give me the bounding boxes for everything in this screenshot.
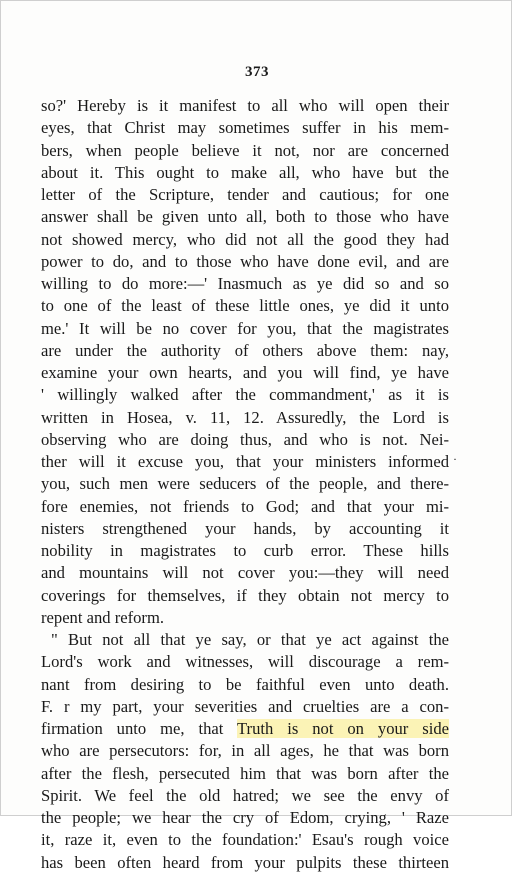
text-line: the people; we hear the cry of Edom, crying, ' Raze [41, 808, 449, 827]
text-line: ther will it excuse you, that your ministers informed [41, 452, 449, 471]
text-line: it, raze it, even to the foundation:' Esau's rough voice [41, 830, 449, 850]
text-line: so?' Hereby is it manifest to all who will open their [41, 96, 449, 115]
text-line: F. r my part, your severities and cruelties are a con- [41, 696, 449, 716]
text-line: bers, when people believe it not, nor are concerned [41, 140, 449, 160]
text-line: me.' It will be no cover for you, that the magistrates [41, 318, 449, 338]
highlighted-line: firmation unto me, that Truth is not on your side [41, 719, 449, 738]
stray-mark: · [453, 452, 457, 466]
text-line: has been often heard from your pulpits these thirteen [41, 852, 449, 872]
text-line: written in Hosea, v. 11, 12. Assuredly, the Lord is [41, 407, 449, 427]
text-line: Spirit. We feel the old hatred; we see the envy of [41, 785, 449, 805]
text-line: nobility in magistrates to curb error. These hills [41, 541, 449, 560]
text-line: willing to do more:—' Inasmuch as ye did so and so [41, 274, 449, 293]
text-line: ' willingly walked after the commandment,' as it is [41, 385, 449, 405]
text-line: Lord's work and witnesses, will discourage a rem- [41, 652, 449, 672]
text-line: letter of the Scripture, tender and cautious; for one [41, 185, 449, 204]
text-line: power to do, and to those who have done evil, and are [41, 251, 449, 271]
text-line: nant from desiring to be faithful even unto death. [41, 674, 449, 694]
highlighted-phrase: Truth is not on your side [237, 719, 449, 738]
text-line: observing who are doing thus, and who is not. Nei- [41, 429, 449, 449]
text-line: examine your own hearts, and you will find, ye have [41, 363, 449, 382]
text-line: to one of the least of these little ones, ye did it unto [41, 296, 449, 316]
text-line: fore enemies, not friends to God; and that your mi- [41, 496, 449, 516]
text-line: coverings for themselves, if they obtain not mercy to [41, 585, 449, 605]
text-line: nisters strengthened your hands, by accounting it [41, 518, 449, 538]
text-line: " But not all that ye say, or that ye act against the [51, 630, 449, 649]
text-line: not showed mercy, who did not all the good they had [41, 229, 449, 249]
text-line: who are persecutors: for, in all ages, he that was born [41, 741, 449, 761]
text-line: are under the authority of others above them: nay, [41, 340, 449, 360]
text-line: you, such men were seducers of the people, and there- [41, 474, 449, 494]
text-line: and mountains will not cover you:—they will need [41, 563, 449, 583]
text-line: after the flesh, persecuted him that was born after the [41, 763, 449, 783]
page-number: 373 [245, 64, 269, 80]
text-line: answer shall be given unto all, both to those who have [41, 207, 449, 227]
text-line: repent and reform. [41, 607, 165, 627]
body-text [41, 95, 449, 874]
text-line: about it. This ought to make all, who have but the [41, 162, 449, 182]
text-line: eyes, that Christ may sometimes suffer in his mem- [41, 118, 449, 138]
